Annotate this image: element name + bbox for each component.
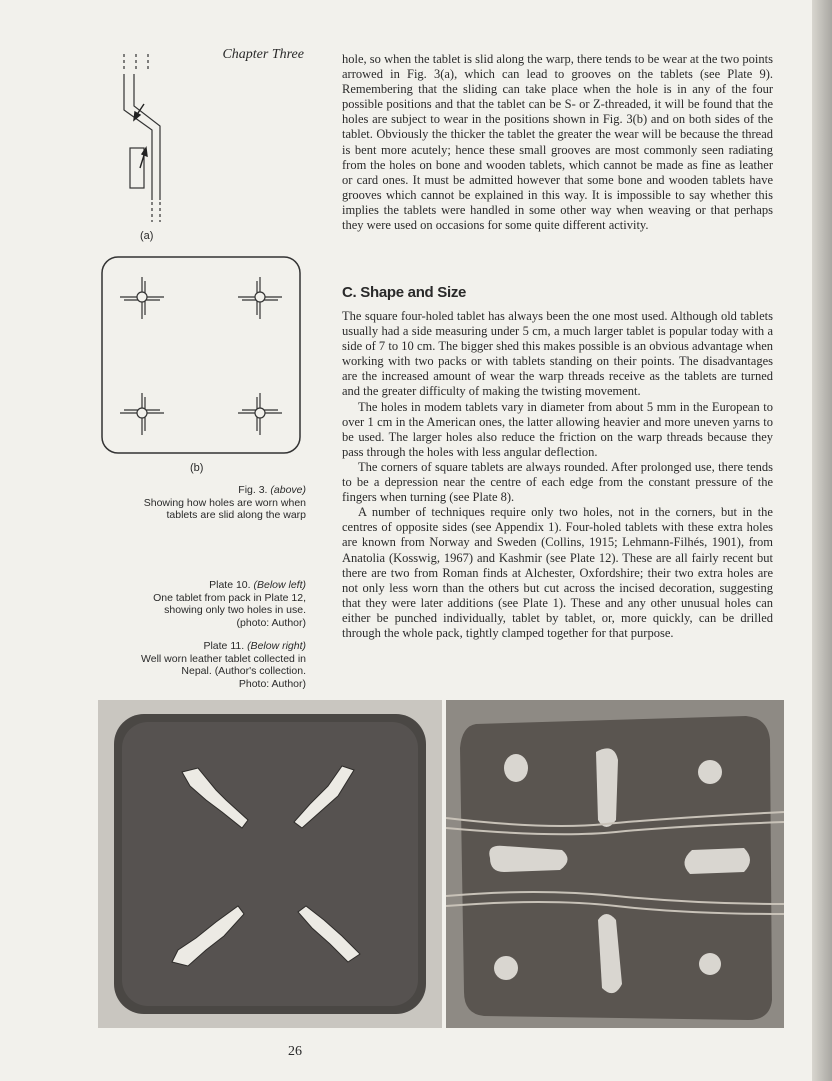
plate-11-caption: Plate 11. (Below right) Well worn leather tablet collected in Nepal. (Author's collection. Photo: Author) [141,640,306,690]
paragraph-2: The square four-holed tablet has always been the one most used. Although old tablets usually had a side measuring under 5 cm, a much larger tablet is popular today with a side of 7 to 10 cm. The bigger shed this makes possible is an obvious advantage when working with two packs or with tablets standing on their points. The disadvantages are the increased amount of wear the warp threads receive as the tablets are turned and the greater difficulty of making the twisting movement. [342,309,773,399]
plate-11-photo [446,700,784,1028]
body-text-bottom [342,309,773,641]
figure-3b-diagram [100,255,304,457]
body-text-top [342,52,773,233]
running-head: Chapter Three [222,47,304,62]
figure-label-b: (b) [190,462,204,474]
figure-3-caption: Fig. 3. (above) Showing how holes are worn when tablets are slid along the warp [143,484,306,522]
page-number: 26 [288,1044,302,1059]
section-heading: C. Shape and Size [342,284,467,301]
paragraph-4: The corners of square tablets are always rounded. After prolonged use, there tends to be a depression near the centre of each edge from the constant pressure of the fingers when turning (see Plate 8). [342,459,773,505]
plate-10-photo [98,700,442,1028]
figure-3a-diagram [112,50,172,228]
page-edge-shadow [812,0,832,1081]
paragraph-3: The holes in modem tablets vary in diameter from about 5 mm in the European to over 1 cm in the American ones, the latter allowing heavier and more uneven yarns to be used. The larger holes also reduce the friction on the warp threads because they pass through the holes with less angular deflection. [342,399,773,459]
figure-label-a: (a) [140,230,154,242]
plate-10-caption: Plate 10. (Below left) One tablet from pack in Plate 12, showing only two holes in use. (photo: Author) [153,579,306,629]
paragraph-5: A number of techniques require only two holes, not in the corners, but in the centres of opposite sides (see Appendix 1). Four-holed tablets with these extra holes are known from Norway and Sweden (Collins, 1915; Lehmann-Filhés, 1901), from Anatolia (Kosswig, 1967) and Kashmir (see Plate 12). These are all fairly recent but there are two from Roman finds at Alchester, Oxfordshire; their two extra holes are not only less worn than the others but cut across the incised decoration, suggesting that they were later additions (see Plate 1). These and any other unusual holes can either be punched individually, tablet by tablet, or, more quickly, can be drilled through the whole pack, tightly clamped together for that purpose. [342,505,773,640]
paragraph-1: hole, so when the tablet is slid along the warp, there tends to be wear at the two points arrowed in Fig. 3(a), which can lead to grooves on the tablets (see Plate 9). Remembering that the sliding can take place when the hole is in any of the four possible positions and that the tablet can be S- or Z-threaded, it will be found that the holes are subject to wear in the positions shown in Fig. 3(b) and on both sides of the tablet. Obviously the thicker the tablet the greater the wear will be because the thread is bent more acutely; hence these small grooves are most commonly seen radiating from the holes on bone and wooden tablets, which cannot be made as fine as leather or card ones. It must be admitted however that some bone and wooden tablets have grooves which cannot be explained in this way. It is impossible to say whether this implies the tablets were handled in some other way when weaving or that perhaps they were used on occasions for some quite different activity. [342,52,773,233]
